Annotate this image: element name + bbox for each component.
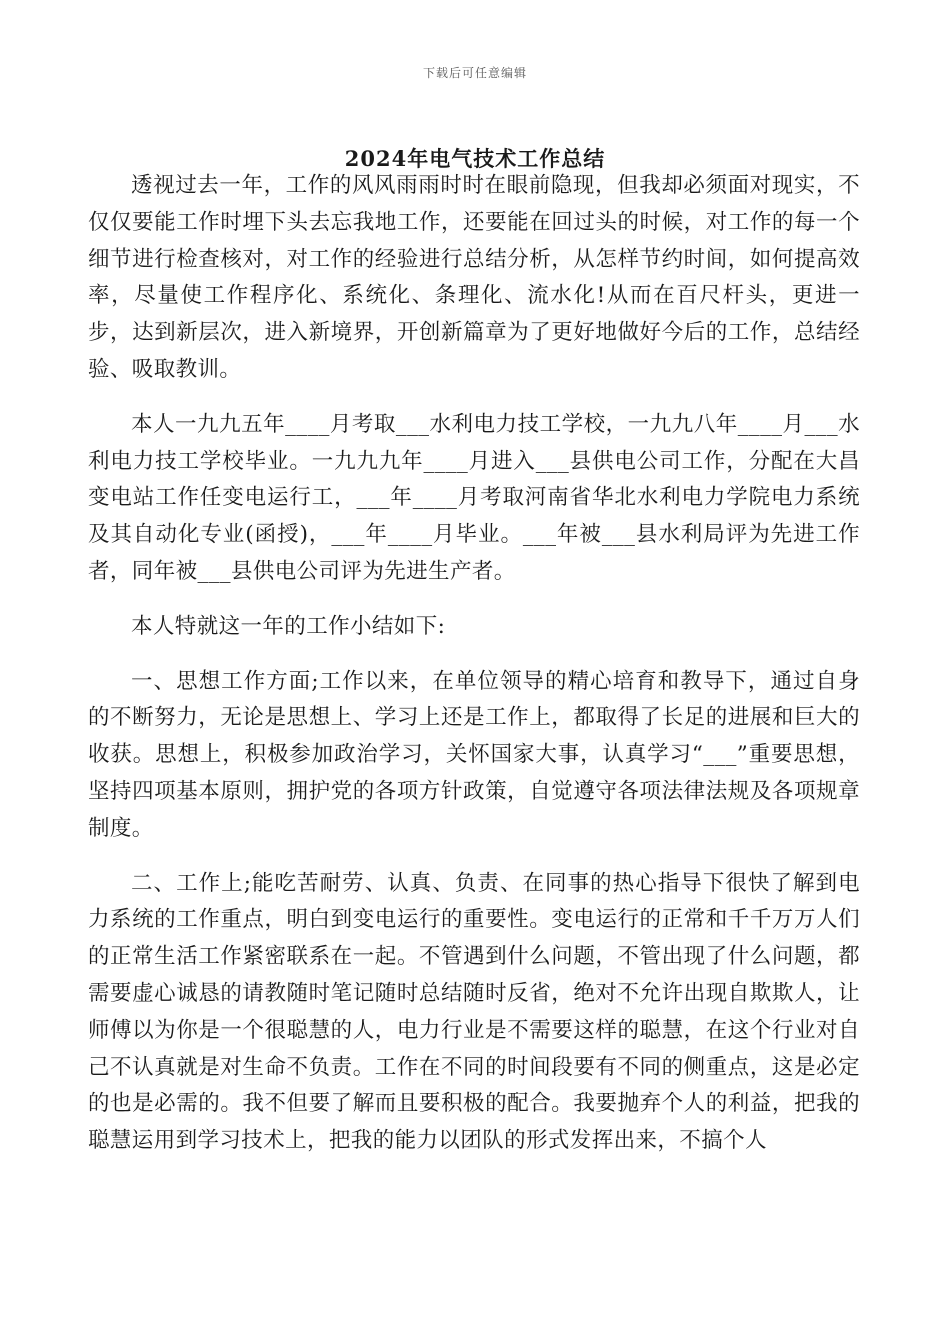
paragraph-work: 二、工作上;能吃苦耐劳、认真、负责、在同事的热心指导下很快了解到电力系统的工作重点，明白到变电运行的重要性。变电运行的正常和千千万万人们的正常生活工作紧密联系在一起。不管遇到什么问题，不管出现了什么问题，都需要虚心诚恳的请教随时笔记随时总结随时反省，绝对不允许出现自欺欺人，让师傅以为你是一个很聪慧的人，电力行业是不需要这样的聪慧，在这个行业对自己不认真就是对生命不负责。工作在不同的时间段要有不同的侧重点，这是必定的也是必需的。我不但要了解而且要积极的配合。我要抛弃个人的利益，把我的聪慧运用到学习技术上，把我的能力以团队的形式发挥出来，不搞个人	[88, 870, 860, 1154]
document-title: 2024年电气技术工作总结	[344, 146, 606, 171]
paragraph-thought-work: 一、思想工作方面;工作以来，在单位领导的精心培育和教导下，通过自身的不断努力，无论是思想上、学习上还是工作上，都取得了长足的进展和巨大的收获。思想上，积极参加政治学习，关怀国家大事，认真学习“___”重要思想，坚持四项基本原则，拥护党的各项方针政策，自觉遵守各项法律法规及各项规章制度。	[88, 668, 860, 841]
paragraph-summary-lead: 本人特就这一年的工作小结如下:	[131, 613, 446, 639]
paragraph-background: 本人一九九五年____月考取___水利电力技工学校，一九九八年____月___水利电力技工学校毕业。一九九九年____月进入___县供电公司工作，分配在大昌变电站工作任变电运行工，___年____月考取河南省华北水利电力学院电力系统及其自动化专业(函授)，___年____月毕业。___年被___县水利局评为先进工作者，同年被___县供电公司评为先进生产者。	[88, 411, 860, 584]
paragraph-intro: 透视过去一年，工作的风风雨雨时时在眼前隐现，但我却必须面对现实，不仅仅要能工作时埋下头去忘我地工作，还要能在回过头的时候，对工作的每一个细节进行检查核对，对工作的经验进行总结分析，从怎样节约时间，如何提高效率，尽量使工作程序化、系统化、条理化、流水化!从而在百尺杆头，更进一步，达到新层次，进入新境界，开创新篇章为了更好地做好今后的工作，总结经验、吸取教训。	[88, 173, 860, 382]
header-note: 下载后可任意编辑	[422, 66, 527, 80]
document-body	[88, 168, 860, 1178]
